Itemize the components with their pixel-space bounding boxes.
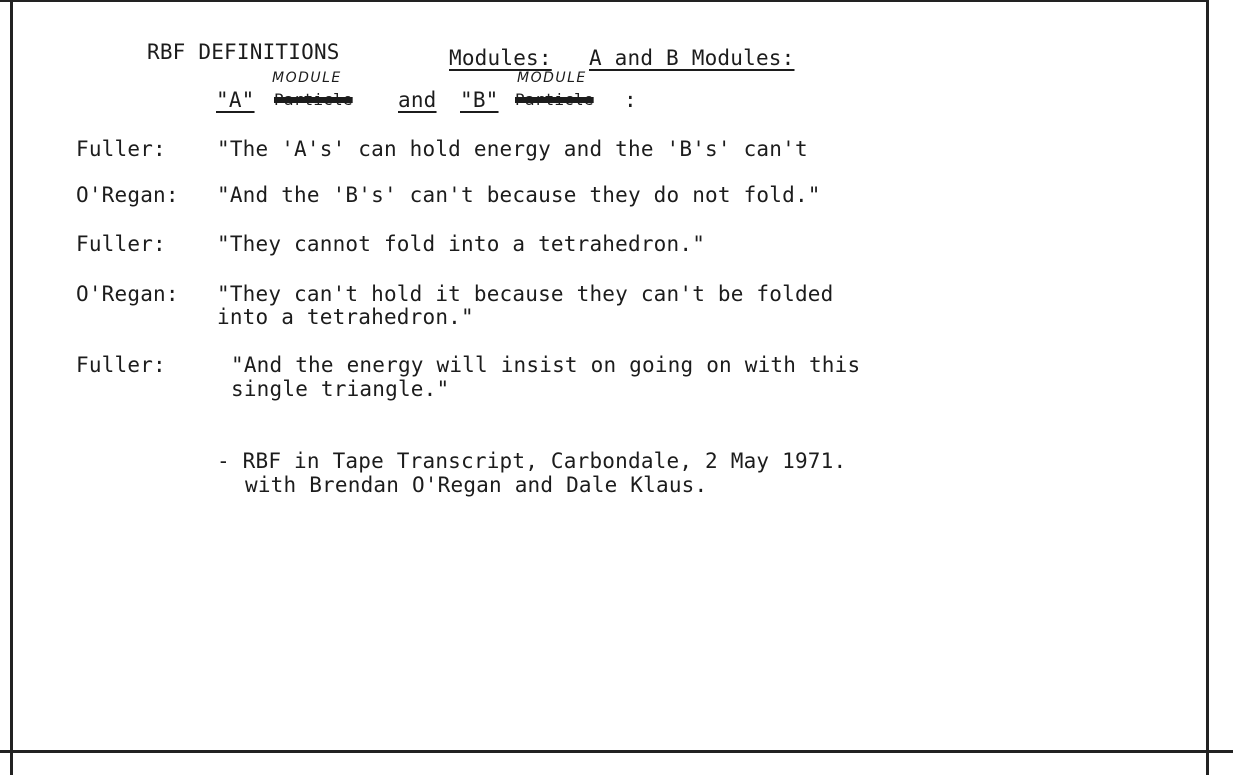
subtitle-b: "B": [460, 88, 499, 112]
speaker-label: Fuller:: [76, 232, 166, 256]
card-corner-mark: [0, 0, 40, 2]
rbf-definitions-label: RBF DEFINITIONS: [147, 40, 340, 64]
subtitle-and: and: [398, 88, 437, 112]
dialogue-line: "They cannot fold into a tetrahedron.": [217, 232, 706, 256]
dialogue-line: "They can't hold it because they can't be folded: [217, 282, 834, 306]
dialogue-line: "The 'A's' can hold energy and the 'B's' can't: [217, 137, 808, 161]
next-card-edge: [10, 753, 1209, 775]
dialogue-line: "And the 'B's' can't because they do not fold.": [217, 183, 821, 207]
modules-title: A and B Modules:: [589, 46, 795, 70]
dialogue-line-continued: into a tetrahedron.": [217, 305, 474, 329]
speaker-label: O'Regan:: [76, 183, 179, 207]
handwritten-correction-1: MODULE: [272, 70, 342, 86]
modules-label: Modules:: [449, 46, 552, 70]
handwritten-correction-2: MODULE: [517, 70, 587, 86]
speaker-label: Fuller:: [76, 353, 166, 377]
struck-word-2: Particle: [515, 90, 594, 109]
dialogue-line-continued: single triangle.": [231, 377, 450, 401]
dialogue-line: "And the energy will insist on going on with this: [231, 353, 861, 377]
speaker-label: Fuller:: [76, 137, 166, 161]
citation-line: - RBF in Tape Transcript, Carbondale, 2 May 1971.: [217, 449, 847, 473]
speaker-label: O'Regan:: [76, 282, 179, 306]
subtitle-a: "A": [216, 88, 255, 112]
subtitle-colon: :: [624, 88, 637, 112]
struck-word-1: Particle: [274, 90, 353, 109]
citation-line-continued: with Brendan O'Regan and Dale Klaus.: [245, 473, 708, 497]
